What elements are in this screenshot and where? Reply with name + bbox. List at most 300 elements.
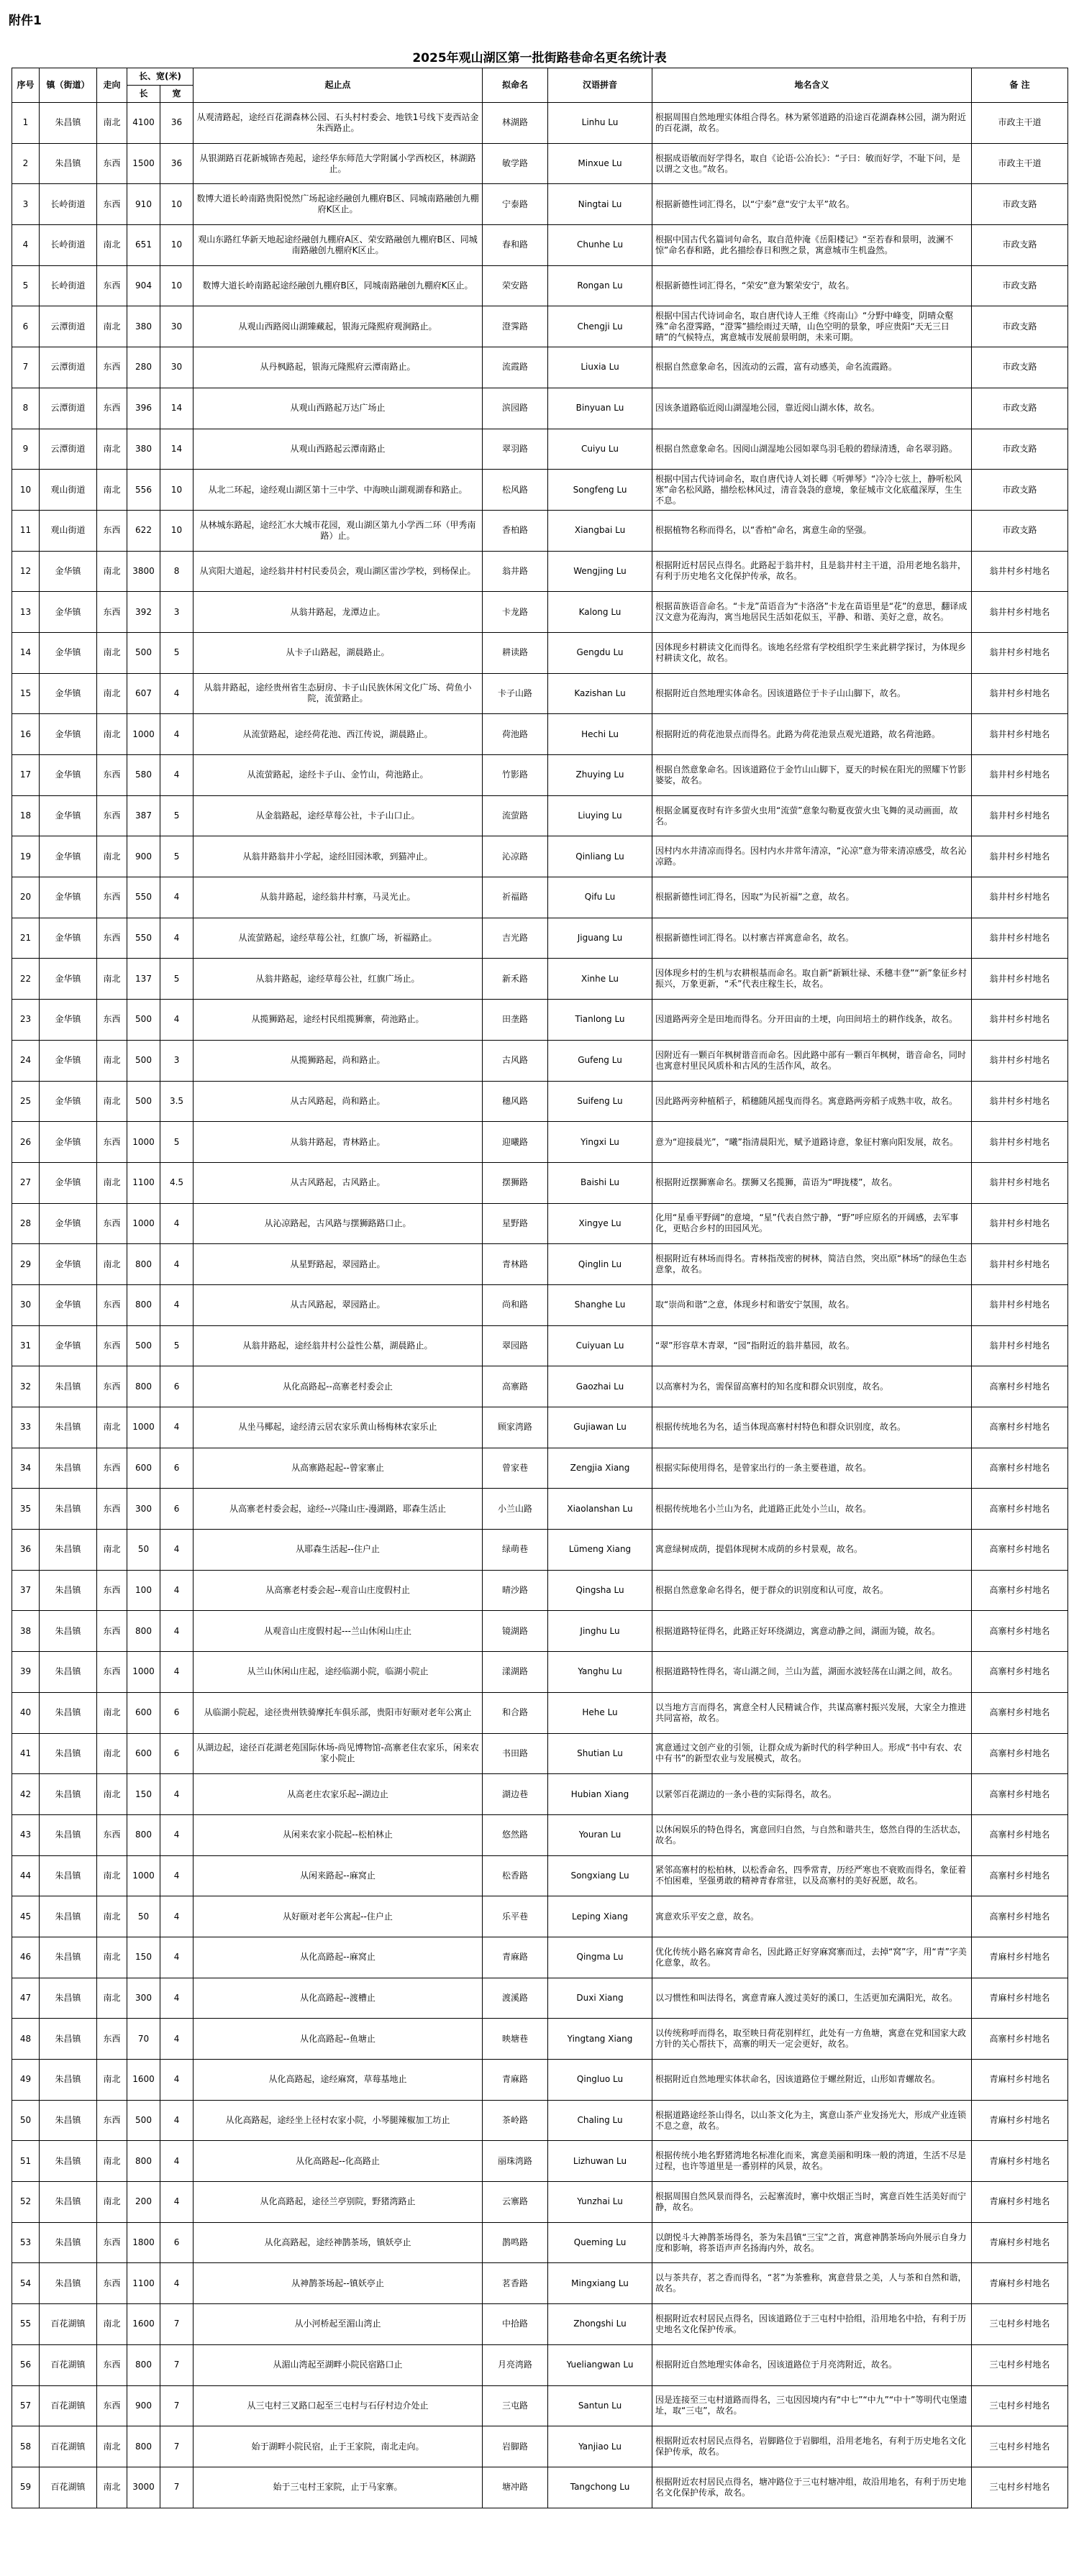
cell-meaning: 根据附近的荷花池景点而得名。此路为荷花池景点观光道路，故名荷池路。 — [652, 714, 972, 755]
header-size-group: 长、宽(米) — [127, 68, 194, 86]
cell-name: 迎曦路 — [483, 1122, 548, 1163]
cell-direction: 东西 — [97, 1570, 127, 1611]
header-direction: 走向 — [97, 68, 127, 103]
cell-pinyin: Qinliang Lu — [548, 836, 652, 877]
table-row — [12, 2019, 1068, 2060]
cell-seq: 10 — [12, 470, 40, 511]
table-row — [12, 1489, 1068, 1530]
cell-name: 晴沙路 — [483, 1570, 548, 1611]
cell-width: 4.5 — [160, 1162, 194, 1203]
cell-origin: 观山东路红华新天地起途经融创九棚府A区、荣安路融创九棚府B区、同城南路融创九棚府K区止。 — [194, 225, 483, 266]
cell-pinyin: Leping Xiang — [548, 1896, 652, 1937]
cell-town: 云潭街道 — [40, 429, 97, 470]
cell-remark: 青麻村乡村地名 — [972, 2141, 1068, 2182]
cell-length: 607 — [127, 673, 160, 714]
cell-pinyin: Santun Lu — [548, 2385, 652, 2426]
cell-origin: 从闲来农家小院起--松柏林止 — [194, 1814, 483, 1855]
cell-name: 滨园路 — [483, 388, 548, 429]
cell-town: 朱昌镇 — [40, 143, 97, 184]
cell-origin: 从流萤路起，途经荷花池、西江传说，湖晨路止。 — [194, 714, 483, 755]
table-row — [12, 470, 1068, 511]
cell-width: 5 — [160, 795, 194, 836]
cell-width: 14 — [160, 388, 194, 429]
cell-name: 松香路 — [483, 1855, 548, 1896]
cell-length: 50 — [127, 1530, 160, 1571]
cell-length: 550 — [127, 877, 160, 918]
cell-pinyin: Gufeng Lu — [548, 1040, 652, 1081]
cell-meaning: 因村内水井清凉而得名。因村内水井常年清凉，“沁凉”意为带来清凉感受，故名沁凉路。 — [652, 836, 972, 877]
cell-direction: 南北 — [97, 836, 127, 877]
cell-remark: 市政支路 — [972, 347, 1068, 388]
cell-seq: 32 — [12, 1366, 40, 1407]
cell-pinyin: Yanjiao Lu — [548, 2426, 652, 2467]
cell-name: 鹊鸣路 — [483, 2222, 548, 2263]
cell-seq: 44 — [12, 1855, 40, 1896]
cell-remark: 高寨村乡村地名 — [972, 1652, 1068, 1693]
cell-remark: 三屯村乡村地名 — [972, 2344, 1068, 2385]
cell-seq: 43 — [12, 1814, 40, 1855]
cell-name: 竹影路 — [483, 755, 548, 796]
cell-name: 宁泰路 — [483, 184, 548, 225]
header-town: 镇（街道） — [40, 68, 97, 103]
cell-width: 7 — [160, 2467, 194, 2508]
cell-remark: 翁井村乡村地名 — [972, 959, 1068, 1000]
cell-seq: 57 — [12, 2385, 40, 2426]
cell-direction: 东西 — [97, 2385, 127, 2426]
table-row — [12, 1448, 1068, 1489]
cell-remark: 翁井村乡村地名 — [972, 1122, 1068, 1163]
cell-seq: 23 — [12, 1000, 40, 1041]
cell-origin: 始于湖畔小院民宿，止于王家院，南北走向。 — [194, 2426, 483, 2467]
cell-width: 4 — [160, 2263, 194, 2304]
cell-meaning: 因体现乡村的生机与农耕根基而命名。取自新“新颖壮禄、禾穗丰登”“新”象征乡村振兴，万象更新，“禾”代表庄稼生长，故名。 — [652, 959, 972, 1000]
cell-width: 5 — [160, 1325, 194, 1366]
cell-origin: 从古风路起，古风路止。 — [194, 1162, 483, 1203]
cell-width: 7 — [160, 2426, 194, 2467]
cell-direction: 东西 — [97, 510, 127, 551]
cell-origin: 从翁井路翁井小学起，途经旧园沐歌，到猫冲止。 — [194, 836, 483, 877]
cell-width: 5 — [160, 836, 194, 877]
cell-remark: 青麻村乡村地名 — [972, 2222, 1068, 2263]
cell-length: 137 — [127, 959, 160, 1000]
cell-meaning: 根据成语敏而好学得名，取自《论语·公冶长》：“子曰：敏而好学，不耻下问，是以谓之文也。”故名。 — [652, 143, 972, 184]
cell-direction: 东西 — [97, 2263, 127, 2304]
cell-length: 800 — [127, 1611, 160, 1652]
cell-direction: 东西 — [97, 795, 127, 836]
cell-width: 4 — [160, 1611, 194, 1652]
cell-length: 70 — [127, 2019, 160, 2060]
cell-name: 星野路 — [483, 1203, 548, 1244]
cell-direction: 南北 — [97, 1855, 127, 1896]
cell-width: 10 — [160, 470, 194, 511]
cell-name: 荷池路 — [483, 714, 548, 755]
cell-length: 300 — [127, 1489, 160, 1530]
cell-pinyin: Duxi Xiang — [548, 1978, 652, 2019]
cell-pinyin: Minxue Lu — [548, 143, 652, 184]
cell-width: 4 — [160, 2100, 194, 2141]
cell-width: 4 — [160, 2060, 194, 2101]
cell-remark: 高寨村乡村地名 — [972, 1896, 1068, 1937]
cell-name: 吉光路 — [483, 918, 548, 959]
cell-meaning: 以休闲娱乐的特色得名，寓意回归自然，与自然和谐共生，悠然自得的生活状态，故名。 — [652, 1814, 972, 1855]
cell-width: 5 — [160, 959, 194, 1000]
cell-origin: 从好颐对老年公寓起--住户止 — [194, 1896, 483, 1937]
cell-origin: 从翁井路起，途经草莓公社，红旗广场止。 — [194, 959, 483, 1000]
cell-town: 金华镇 — [40, 755, 97, 796]
cell-direction: 南北 — [97, 1896, 127, 1937]
cell-origin: 从流萤路起，途经草莓公社，红旗广场，祈福路止。 — [194, 918, 483, 959]
cell-name: 云寨路 — [483, 2182, 548, 2223]
cell-origin: 从翁井路起，途经贵州省生态厨房、卡子山民族休闲文化广场、荷鱼小院，流萤路止。 — [194, 673, 483, 714]
table-row — [12, 673, 1068, 714]
table-row — [12, 347, 1068, 388]
cell-remark: 翁井村乡村地名 — [972, 632, 1068, 673]
cell-town: 金华镇 — [40, 714, 97, 755]
table-row — [12, 306, 1068, 347]
header-seq: 序号 — [12, 68, 40, 103]
cell-name: 悠然路 — [483, 1814, 548, 1855]
cell-meaning: 因此路两旁种植稻子，稻穗随风摇曳而得名。寓意路两旁稻子成熟丰收，故名。 — [652, 1081, 972, 1122]
cell-direction: 东西 — [97, 2019, 127, 2060]
cell-pinyin: Songxiang Lu — [548, 1855, 652, 1896]
cell-pinyin: Jiguang Lu — [548, 918, 652, 959]
cell-remark: 翁井村乡村地名 — [972, 755, 1068, 796]
cell-origin: 从观山西路起云潭南路止 — [194, 429, 483, 470]
cell-meaning: 根据植物名称而得名，以“香柏”命名，寓意生命的坚强。 — [652, 510, 972, 551]
cell-town: 金华镇 — [40, 1162, 97, 1203]
cell-meaning: 优化传统小路名麻窝青命名，因此路正好穿麻窝寨而过，去掉“窝”字，用“青”字美化意象，故名。 — [652, 1937, 972, 1978]
cell-town: 金华镇 — [40, 1244, 97, 1285]
cell-name: 漾湖路 — [483, 1652, 548, 1693]
cell-pinyin: Yingtang Xiang — [548, 2019, 652, 2060]
cell-origin: 数博大道长岭南路起途经融创九棚府B区，同城南路融创九棚府K区止。 — [194, 265, 483, 306]
cell-town: 朱昌镇 — [40, 1692, 97, 1733]
cell-meaning: 因体现乡村耕读文化而得名。该地名经常有学校组织学生来此耕学探讨，为体现乡村耕读文化，故名。 — [652, 632, 972, 673]
cell-meaning: 根据金属夏夜时有许多萤火虫用“流萤”意象勾勒夏夜萤火虫飞舞的灵动画面，故名。 — [652, 795, 972, 836]
cell-remark: 青麻村乡村地名 — [972, 1978, 1068, 2019]
cell-remark: 翁井村乡村地名 — [972, 1162, 1068, 1203]
header-origin: 起止点 — [194, 68, 483, 103]
cell-seq: 25 — [12, 1081, 40, 1122]
cell-width: 8 — [160, 551, 194, 592]
cell-town: 朱昌镇 — [40, 1448, 97, 1489]
cell-width: 4 — [160, 1652, 194, 1693]
cell-seq: 12 — [12, 551, 40, 592]
cell-name: 松风路 — [483, 470, 548, 511]
table-row — [12, 1692, 1068, 1733]
cell-length: 4100 — [127, 103, 160, 144]
cell-seq: 41 — [12, 1733, 40, 1774]
cell-town: 观山街道 — [40, 470, 97, 511]
cell-length: 150 — [127, 1774, 160, 1815]
table-row — [12, 2141, 1068, 2182]
cell-length: 500 — [127, 1325, 160, 1366]
cell-name: 古风路 — [483, 1040, 548, 1081]
cell-meaning: 根据道路特征得名，此路正好环绕湖边，寓意动静之间，湖面为镜，故名。 — [652, 1611, 972, 1652]
cell-seq: 17 — [12, 755, 40, 796]
cell-name: 绿萌巷 — [483, 1530, 548, 1571]
cell-town: 朱昌镇 — [40, 1774, 97, 1815]
cell-length: 500 — [127, 1000, 160, 1041]
cell-pinyin: Yanghu Lu — [548, 1652, 652, 1693]
cell-seq: 40 — [12, 1692, 40, 1733]
cell-town: 百花湖镇 — [40, 2344, 97, 2385]
cell-meaning: 以高寨村为名，需保留高寨村的知名度和群众识别度，故名。 — [652, 1366, 972, 1407]
cell-remark: 市政支路 — [972, 388, 1068, 429]
cell-direction: 南北 — [97, 103, 127, 144]
cell-remark: 翁井村乡村地名 — [972, 1284, 1068, 1325]
cell-origin: 从观山西路阅山湖臻藏起，银海元隆熙府观涧路止。 — [194, 306, 483, 347]
cell-name: 耕读路 — [483, 632, 548, 673]
table-row — [12, 1203, 1068, 1244]
cell-town: 朱昌镇 — [40, 1407, 97, 1448]
table-row — [12, 143, 1068, 184]
cell-remark: 高寨村乡村地名 — [972, 1611, 1068, 1652]
cell-origin: 从观山西路起万达广场止 — [194, 388, 483, 429]
cell-remark: 青麻村乡村地名 — [972, 2263, 1068, 2304]
cell-direction: 东西 — [97, 347, 127, 388]
cell-seq: 50 — [12, 2100, 40, 2141]
cell-origin: 从化高路起--渡槽止 — [194, 1978, 483, 2019]
cell-remark: 高寨村乡村地名 — [972, 1814, 1068, 1855]
cell-name: 渡溪路 — [483, 1978, 548, 2019]
cell-meaning: 以传统称呼而得名，取至映日荷花别样红，此处有一方鱼塘，寓意在党和国家大政方针的关心帮扶下，高寨的明天一定会更好，故名。 — [652, 2019, 972, 2060]
cell-direction: 东西 — [97, 918, 127, 959]
cell-meaning: 以紧邻百花湖边的一条小巷的实际得名，故名。 — [652, 1774, 972, 1815]
cell-name: 翠园路 — [483, 1325, 548, 1366]
table-row — [12, 836, 1068, 877]
cell-origin: 从闲来路起--麻窝止 — [194, 1855, 483, 1896]
cell-length: 150 — [127, 1937, 160, 1978]
cell-name: 流萤路 — [483, 795, 548, 836]
table-row — [12, 1937, 1068, 1978]
cell-width: 10 — [160, 510, 194, 551]
cell-origin: 从高寨老村委会起--观音山庄度假村止 — [194, 1570, 483, 1611]
cell-direction: 东西 — [97, 2222, 127, 2263]
cell-origin: 从湖边起，途径百花湖老苑国际休场-尚见博物馆-高寨老住农家乐，闲来农家小院止 — [194, 1733, 483, 1774]
cell-remark: 翁井村乡村地名 — [972, 714, 1068, 755]
cell-town: 长岭街道 — [40, 184, 97, 225]
cell-origin: 从坐马椰起，途经清云居农家乐黄山杨梅林农家乐止 — [194, 1407, 483, 1448]
cell-direction: 南北 — [97, 1774, 127, 1815]
cell-name: 茗香路 — [483, 2263, 548, 2304]
cell-length: 392 — [127, 592, 160, 633]
cell-remark: 高寨村乡村地名 — [972, 1407, 1068, 1448]
cell-direction: 南北 — [97, 1162, 127, 1203]
cell-town: 百花湖镇 — [40, 2385, 97, 2426]
cell-remark: 翁井村乡村地名 — [972, 877, 1068, 918]
table-row — [12, 2304, 1068, 2345]
cell-town: 金华镇 — [40, 1203, 97, 1244]
cell-name: 荣安路 — [483, 265, 548, 306]
cell-remark: 翁井村乡村地名 — [972, 551, 1068, 592]
cell-meaning: 因道路两旁全是田地而得名。分开田亩的土埂，向田间培土的耕作线条，故名。 — [652, 1000, 972, 1041]
table-row — [12, 1814, 1068, 1855]
table-row — [12, 1774, 1068, 1815]
cell-pinyin: Qinglin Lu — [548, 1244, 652, 1285]
cell-meaning: 以习惯性和叫法得名，寓意青麻人渡过美好的溪口，生活更加充满阳光，故名。 — [652, 1978, 972, 2019]
cell-seq: 51 — [12, 2141, 40, 2182]
cell-pinyin: Zengjia Xiang — [548, 1448, 652, 1489]
cell-seq: 29 — [12, 1244, 40, 1285]
attachment-label: 附件1 — [9, 14, 42, 28]
cell-length: 100 — [127, 1570, 160, 1611]
cell-town: 朱昌镇 — [40, 2019, 97, 2060]
cell-town: 长岭街道 — [40, 225, 97, 266]
cell-origin: 从流萤路起，途经卡子山、金竹山，荷池路止。 — [194, 755, 483, 796]
table-row — [12, 2100, 1068, 2141]
cell-pinyin: Liuxia Lu — [548, 347, 652, 388]
cell-length: 600 — [127, 1448, 160, 1489]
cell-seq: 35 — [12, 1489, 40, 1530]
cell-width: 6 — [160, 1448, 194, 1489]
table-row — [12, 2263, 1068, 2304]
cell-meaning: 根据实际使用得名，是曾家出行的一条主要巷道，故名。 — [652, 1448, 972, 1489]
cell-pinyin: Queming Lu — [548, 2222, 652, 2263]
table-row — [12, 795, 1068, 836]
cell-meaning: 以朗悦斗大神鹊茶场得名，茶为朱昌镇“三宝”之首，寓意神鹊茶场向外展示自身力度和影响，将茶语声声名扬海内外，故名。 — [652, 2222, 972, 2263]
table-row — [12, 2060, 1068, 2101]
cell-origin: 从翁井路起，龙潭边止。 — [194, 592, 483, 633]
cell-length: 800 — [127, 2426, 160, 2467]
header-meaning: 地名含义 — [652, 68, 972, 103]
cell-width: 4 — [160, 2182, 194, 2223]
cell-meaning: 寓意绿树成荫，提倡体现树木成荫的乡村景观，故名。 — [652, 1530, 972, 1571]
cell-remark: 青麻村乡村地名 — [972, 1937, 1068, 1978]
cell-direction: 南北 — [97, 1692, 127, 1733]
cell-origin: 从丹枫路起，银海元隆熙府云潭南路止。 — [194, 347, 483, 388]
cell-town: 金华镇 — [40, 1000, 97, 1041]
cell-meaning: 根据自然意象命名。因阅山湖湿地公园如翠鸟羽毛般的碧绿清透，命名翠羽路。 — [652, 429, 972, 470]
cell-width: 4 — [160, 1855, 194, 1896]
cell-origin: 从林城东路起，途经汇水大城市花园，观山湖区第九小学西二环（甲秀南路）止。 — [194, 510, 483, 551]
cell-remark: 高寨村乡村地名 — [972, 1489, 1068, 1530]
cell-direction: 东西 — [97, 1611, 127, 1652]
cell-direction: 南北 — [97, 1530, 127, 1571]
cell-remark: 市政支路 — [972, 429, 1068, 470]
cell-length: 1600 — [127, 2304, 160, 2345]
cell-town: 朱昌镇 — [40, 1978, 97, 2019]
cell-width: 4 — [160, 1978, 194, 2019]
cell-meaning: 根据附近农村居民点得名，因该道路位于三屯村中拾组，沿用地名中拾，有利于历史地名文化保护传承。 — [652, 2304, 972, 2345]
cell-origin: 从金翁路起，途经草莓公社，卡子山口止。 — [194, 795, 483, 836]
cell-pinyin: Qifu Lu — [548, 877, 652, 918]
cell-width: 4 — [160, 877, 194, 918]
cell-meaning: 根据新德性词汇得名，因取“为民祈福”之意，故名。 — [652, 877, 972, 918]
cell-seq: 13 — [12, 592, 40, 633]
table-row — [12, 265, 1068, 306]
cell-town: 朱昌镇 — [40, 1896, 97, 1937]
cell-meaning: 紧邻高寨村的松柏林，以松香命名，四季常青，历经严寒也不衰败而得名，象征着不怕困难，坚强勇敢的精神青春常驻，以及高寨村的美好祝愿，故名。 — [652, 1855, 972, 1896]
cell-length: 200 — [127, 2182, 160, 2223]
cell-origin: 始于三屯村王家院，止于马家寨。 — [194, 2467, 483, 2508]
cell-meaning: 意为“迎接晨光”，“曦”指清晨阳光，赋予道路诗意，象征村寨向阳发展，故名。 — [652, 1122, 972, 1163]
cell-width: 4 — [160, 1000, 194, 1041]
cell-remark: 高寨村乡村地名 — [972, 1692, 1068, 1733]
cell-town: 朱昌镇 — [40, 2141, 97, 2182]
cell-remark: 翁井村乡村地名 — [972, 1203, 1068, 1244]
cell-name: 穗风路 — [483, 1081, 548, 1122]
cell-length: 800 — [127, 1814, 160, 1855]
cell-name: 翠羽路 — [483, 429, 548, 470]
cell-seq: 4 — [12, 225, 40, 266]
cell-direction: 东西 — [97, 592, 127, 633]
cell-pinyin: Jinghu Lu — [548, 1611, 652, 1652]
cell-origin: 从宾阳大道起，途经翁井村村民委员会，观山湖区雷沙学校，到杨保止。 — [194, 551, 483, 592]
cell-remark: 翁井村乡村地名 — [972, 1325, 1068, 1366]
cell-name: 和合路 — [483, 1692, 548, 1733]
cell-origin: 从化高路起--麻窝止 — [194, 1937, 483, 1978]
cell-seq: 20 — [12, 877, 40, 918]
cell-origin: 从银湖路百花新城锦杏苑起，途经华东师范大学附属小学西校区，林湖路止。 — [194, 143, 483, 184]
cell-length: 500 — [127, 1081, 160, 1122]
cell-length: 800 — [127, 1244, 160, 1285]
table-row — [12, 632, 1068, 673]
cell-remark: 翁井村乡村地名 — [972, 795, 1068, 836]
cell-meaning: 因附近有一颗百年枫树谐音而命名。因此路中部有一颗百年枫树，谐音命名，同时也寓意村里民风质朴和古风的生活作风，故名。 — [652, 1040, 972, 1081]
cell-name: 湖边巷 — [483, 1774, 548, 1815]
cell-length: 800 — [127, 2344, 160, 2385]
cell-origin: 从临湖小院起，途径贵州铁骑摩托车俱乐部，贵阳市好颐对老年公寓止 — [194, 1692, 483, 1733]
cell-name: 茶岭路 — [483, 2100, 548, 2141]
cell-name: 卡子山路 — [483, 673, 548, 714]
cell-direction: 东西 — [97, 1448, 127, 1489]
cell-pinyin: Shanghe Lu — [548, 1284, 652, 1325]
cell-length: 550 — [127, 918, 160, 959]
table-row — [12, 1896, 1068, 1937]
cell-town: 朱昌镇 — [40, 2263, 97, 2304]
cell-pinyin: Liuying Lu — [548, 795, 652, 836]
cell-seq: 30 — [12, 1284, 40, 1325]
cell-length: 1500 — [127, 143, 160, 184]
cell-origin: 从古风路起，尚和路止。 — [194, 1081, 483, 1122]
cell-pinyin: Binyuan Lu — [548, 388, 652, 429]
cell-seq: 49 — [12, 2060, 40, 2101]
cell-town: 金华镇 — [40, 959, 97, 1000]
cell-direction: 南北 — [97, 470, 127, 511]
cell-town: 云潭街道 — [40, 388, 97, 429]
cell-meaning: 根据传统小地名野猪湾地名标准化而来，寓意美丽和明珠一般的湾道，生活不尽是过程，也许等道里是一番别样的风景，故名。 — [652, 2141, 972, 2182]
cell-remark: 高寨村乡村地名 — [972, 1855, 1068, 1896]
cell-remark: 高寨村乡村地名 — [972, 1774, 1068, 1815]
cell-seq: 45 — [12, 1896, 40, 1937]
cell-remark: 青麻村乡村地名 — [972, 2060, 1068, 2101]
cell-width: 6 — [160, 2222, 194, 2263]
cell-direction: 南北 — [97, 2426, 127, 2467]
cell-length: 3000 — [127, 2467, 160, 2508]
cell-town: 长岭街道 — [40, 265, 97, 306]
cell-length: 556 — [127, 470, 160, 511]
cell-remark: 市政支路 — [972, 510, 1068, 551]
cell-width: 4 — [160, 1407, 194, 1448]
cell-name: 中拾路 — [483, 2304, 548, 2345]
cell-meaning: 因是连接至三屯村道路而得名，三屯因因境内有“中七”“中九”“中十”等明代屯堡遗址，取“三屯”，故名。 — [652, 2385, 972, 2426]
cell-seq: 59 — [12, 2467, 40, 2508]
cell-pinyin: Xiaolanshan Lu — [548, 1489, 652, 1530]
cell-meaning: 根据附近农村居民点得名，塘冲路位于三屯村塘冲组，故沿用地名，有利于历史地名文化保护传承，故名。 — [652, 2467, 972, 2508]
cell-pinyin: Hechi Lu — [548, 714, 652, 755]
cell-meaning: 根据附近自然地理实体命名。因该道路位于卡子山山脚下，故名。 — [652, 673, 972, 714]
cell-name: 翁井路 — [483, 551, 548, 592]
cell-pinyin: Songfeng Lu — [548, 470, 652, 511]
cell-name: 摆狮路 — [483, 1162, 548, 1203]
cell-length: 3800 — [127, 551, 160, 592]
cell-seq: 7 — [12, 347, 40, 388]
cell-direction: 东西 — [97, 877, 127, 918]
cell-town: 朱昌镇 — [40, 2222, 97, 2263]
table-row — [12, 1407, 1068, 1448]
cell-name: 顾家湾路 — [483, 1407, 548, 1448]
